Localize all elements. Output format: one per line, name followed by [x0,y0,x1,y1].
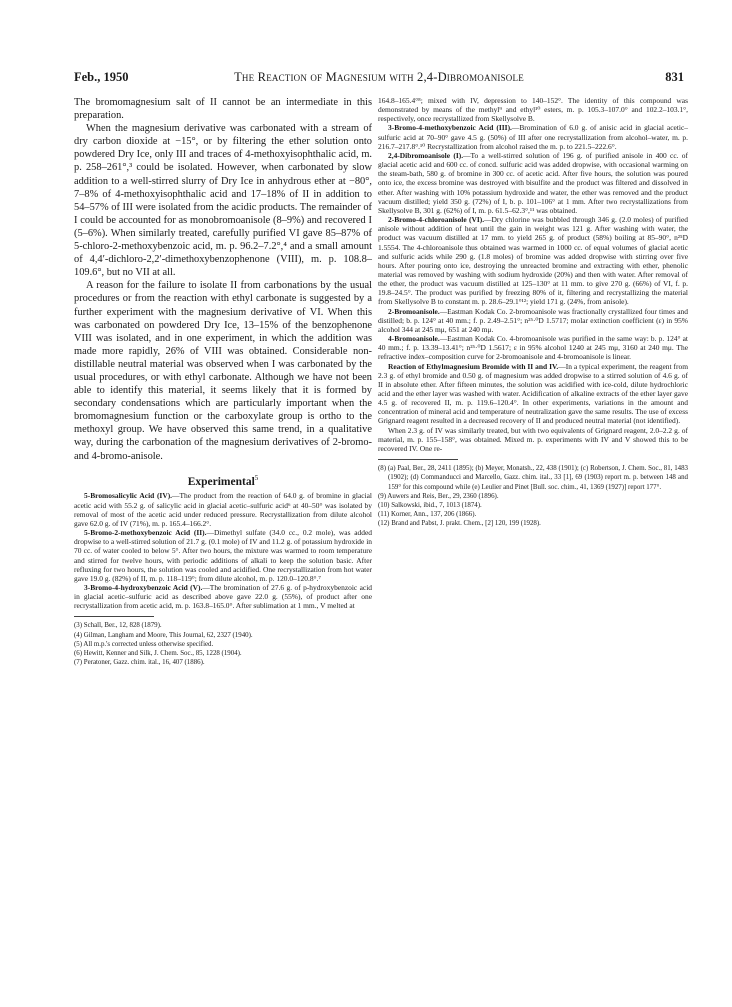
footnote: (12) Brand and Pabst, J. prakt. Chem., [2] 120, 199 (1928). [378,520,541,528]
page-header [74,70,684,86]
experimental-paragraph [378,426,688,453]
footnote-divider [74,616,154,617]
experimental-paragraph [378,215,688,307]
header-page-number: 831 [665,70,684,84]
paragraph-text: 164.8–165.4°⁸; mixed with IV, depression to 140–152°. The identity of this compound was demonstrated by means of the methyl⁹ and ethyl¹⁰ esters, m. p. 105.3–107.0° and 102.2–103.1°, respectively, once recrystallized from Skellysolve B. [378,96,688,124]
paragraph-text: —Dry chlorine was bubbled through 346 g. (2.0 moles) of purified anisole without addition of heat until the gain in weight was 121 g. After washing with water, the product was vacuum distilled at 17 mm. to yield 265 g. of product (58%) boiling at 85–90°, n²⁵D 1.5554. The 4-chloroanisole thus obtained was warmed in 1000 cc. of equal volumes of glacial acetic and sulfuric acids while 290 g. (1.8 moles) of bromine was added dropwise with stirring over five hours. After pouring onto ice, destroying the unreacted bromine and extracting with ether, phenolic material was removed by washing with sodium hydroxide (20%) and then with water. After removal of the ether, the product was vacuum distilled at 125–130° at 11 mm. to give 270 g. (66%) of VI, f. p. 19.8–24.5°. The product was purified by freezing 80% of it, filtering and recrystallizing the material from Skellysolve B to constant m. p. 28.6–29.1°¹²; yield 171 g. (24%, from anisole). [378,215,688,307]
runin-title: 3-Bromo-4-hydroxybenzoic Acid (V). [84,583,203,593]
footnotes [74,621,372,667]
footnote: (6) Hewitt, Kenner and Silk, J. Chem. Soc., 85, 1228 (1904). [74,650,242,658]
runin-title: 4-Bromoanisole. [388,334,440,344]
footnotes [378,464,688,528]
experimental-paragraph [378,334,688,361]
paragraph-text: —Dimethyl sulfate (34.0 cc., 0.2 mole), was added dropwise to a well-stirred solution of 21.7 g. (0.1 mole) of IV and 11.2 g. of potassium hydroxide in 70 cc. of water cooled to below 5°. After two hours, the mixture was warmed to room temperature and stirred for twelve hours, with periodic additions of alkali to keep the solution basic. After refluxing for two hours, the solution was cooled and acidified. One recrystallization from hot water gave 19.0 g. (82%) of II, m. p. 118–119°; from dilute alcohol, m. p. 120.0–120.8°.⁷ [74,528,373,583]
runin-title: 2-Bromoanisole. [388,306,440,316]
experimental-paragraph [378,307,688,334]
right-column [378,96,688,529]
experimental-paragraph [378,151,688,215]
experimental-paragraph [74,491,372,528]
header-running-title: The Reaction of Magnesium with 2,4-Dibromoanisole [234,70,524,84]
footnote-divider [378,459,458,460]
body-paragraph: The bromomagnesium salt of II cannot be an intermediate in this preparation. [74,97,372,122]
section-title: Experimental [187,475,255,488]
runin-title: 5-Bromosalicylic Acid (IV). [84,491,173,501]
footnote: (4) Gilman, Langham and Moore, This Journal, 62, 2327 (1940). [74,631,253,639]
runin-title: 3-Bromo-4-methoxybenzoic Acid (III). [388,123,512,133]
section-heading [74,471,372,489]
section-footnote-mark: 5 [254,473,259,482]
runin-title: 2-Bromo-4-chloroanisole (VI). [388,215,485,225]
footnote: (10) Salkowski, ibid., 7, 1013 (1874). [378,501,482,509]
body-paragraph: When the magnesium derivative was carbonated with a stream of dry carbon dioxide at −15°, or by filtering the ether solution onto powdered Dry Ice, only III and traces of 4-methoxyisophthalic acid, m. p. 258–261°,³ could be isolated. However, when carbonated by slow addition to a well-stirred slurry of Dry Ice in anhydrous ether at −80°, 7–8% of 4-methoxyisophthalic acid and 17–18% of II in addition to 54–57% of III were isolated from the acidic products. The remainder of I could be accounted for as monobromoanisole (8–9%) and recovered I (5–6%). When similarly treated, carefully purified VI gave 85–87% of 5-chloro-2-methoxybenzoic acid, m. p. 96.2–7.2°,⁴ and a small amount of 4,4′-dichloro-2,2′-dimethoxybenzophenone (VIII), m. p. 108.8–109.6°, but no VII at all. [74,123,372,279]
footnote: (9) Auwers and Reis, Ber., 29, 2360 (1896). [378,492,499,500]
experimental-paragraph [378,123,688,150]
runin-title: 2,4-Dibromoanisole (I). [388,150,464,160]
experimental-paragraph [378,362,688,426]
runin-title: Reaction of Ethylmagnesium Bromide with II and IV. [388,361,559,371]
footnote: (7) Peratoner, Gazz. chim. ital., 16, 407 (1886). [74,659,205,667]
footnote: (11) Korner, Ann., 137, 206 (1866). [378,511,477,519]
paragraph-text: When 2.3 g. of IV was similarly treated, but with two equivalents of Grignard reagent, 2.0–2.2 g. of material, m. p. 155–158°, was obtained. Mixed m. p. experiments with IV and V showed this to be recovered IV. One re- [378,425,688,453]
experimental-paragraph [74,528,372,583]
paragraph-text: —To a well-stirred solution of 196 g. of purified anisole in 400 cc. of glacial acetic acid and 600 cc. of concd. sulfuric acid was added dropwise, with occasional warming on the steam-bath, 580 g. of bromine in 300 cc. of acetic acid. After five hours, the solution was poured onto ice, the excess bromine was destroyed with bisulfite and the product was filtered and dissolved in ether. After washing with 10% potassium hydroxide and water, the ether was removed and the product vacuum distilled; yield 350 g. (72%) of I, b. p. 101–106° at 1 mm. After two recrystallizations from Skellysolve B, 301 g. (62%) of I, m. p. 61.5–62.3°,¹¹ was obtained. [378,150,688,215]
footnote: (8) (a) Paal, Ber., 28, 2411 (1895); (b) Meyer, Monatsh., 22, 438 (1901); (c) Robertson, J. Chem. Soc., 81, 1483 (1902); (d) Commanducci and Marcello, Gazz. chim. ital., 33 [1], 69 (1903) report m. p. between 148 and 159° for this compound while (e) Leulier and Pinet [Bull. soc. chim., 41, 1369 (1927)] report 177°. [378,465,688,491]
footnote: (5) All m.p.'s corrected unless otherwise specified. [74,640,214,648]
paragraph-text: —The bromination of 27.6 g. of p-hydroxybenzoic acid in glacial acetic–sulfuric acid as described above gave 22.0 g. (55%), of product after one recrystallization from acetic acid, m. p. 163.8–165.0°. After sublimation at 1 mm., V melted at [74,583,372,611]
paragraph-text: —The product from the reaction of 64.0 g. of bromine in glacial acetic acid with 55.2 g. of salicylic acid in glacial acetic–sulfuric acid⁶ at 40–50° was isolated by removal of most of the acetic acid under reduced pressure. Recrystallization from dilute alcohol gave 62.0 g. of IV (71%), m. p. 165.4–166.2°. [74,491,373,528]
paragraph-text: —Eastman Kodak Co. 4-bromoanisole was purified in the same way: b. p. 124° at 40 mm.; f. p. 13.39–13.41°; n²⁵·⁰D 1.5617; ε in 95% alcohol 1240 at 245 mμ, 3160 at 240 mμ. The refractive index–composition curve for 2-bromoanisole and 4-bromoanisole is linear. [378,334,688,362]
experimental-paragraph [378,96,688,123]
footnote: (3) Schall, Ber., 12, 828 (1879). [74,622,162,630]
experimental-paragraph [74,583,372,610]
body-paragraph: A reason for the failure to isolate II from carbonations by the usual procedures or from the reaction with ethyl carbonate is suggested by a further experiment with the magnesium derivative of VI. When this was carbonated on powdered Dry Ice, 13–15% of the benzophenone VIII was isolated, and in one experiment, in which the addition was made more rapidly, 26% of VIII was obtained. Considerable non-distillable neutral material was observed when I was carbonated by the usual procedures, or with ethyl carbonate. Although we have not been able to identify this material, it seems likely that it is formed by secondary condensations which are particularly important when the bromomagnesium function or the carboxylate group is ortho to the methoxyl group. We have observed this same trend, in a qualitative way, during the carbonation of the magnesium derivatives of 2-bromo- and 4-bromo-anisole. [74,280,372,462]
header-date: Feb., 1950 [74,70,129,84]
runin-title: 5-Bromo-2-methoxybenzoic Acid (II). [84,528,207,538]
left-column [74,96,372,668]
paragraph-text: —Bromination of 6.0 g. of anisic acid in glacial acetic–sulfuric acid at 70–90° gave 4.5 g. (50%) of III after one recrystallization from alcohol–water, m. p. 216.7–217.8°.¹⁰ Recrystallization from alcohol raised the m. p. to 221.5–222.6°. [378,123,688,151]
paragraph-text: —In a typical experiment, the reagent from 2.3 g. of ethyl bromide and 0.50 g. of magnesium was added dropwise to a stirred solution of 4.6 g. of II in absolute ether. After fifteen minutes, the solution was acidified with ice-cold, dilute hydrochloric acid and the ether layer was washed with water. Acidification of alkaline extracts of the ether layer gave 4.5 g. of recovered II, m. p. 119.6–120.4°. In other experiments, variations in the amount and concentration of mineral acid and temperature of neutralization gave the same results. The use of excess Grignard reagent resulted in a decreased recovery of II and produced neutral material (not identified). [378,361,688,426]
paragraph-text: —Eastman Kodak Co. 2-bromoanisole was fractionally crystallized four times and distilled; b. p. 124° at 40 mm.; f. p. 2.49–2.51°; n²⁵·⁰D 1.5717; molar extinction coefficient (ε) in 95% alcohol 344 at 245 mμ, 651 at 240 mμ. [378,306,688,334]
